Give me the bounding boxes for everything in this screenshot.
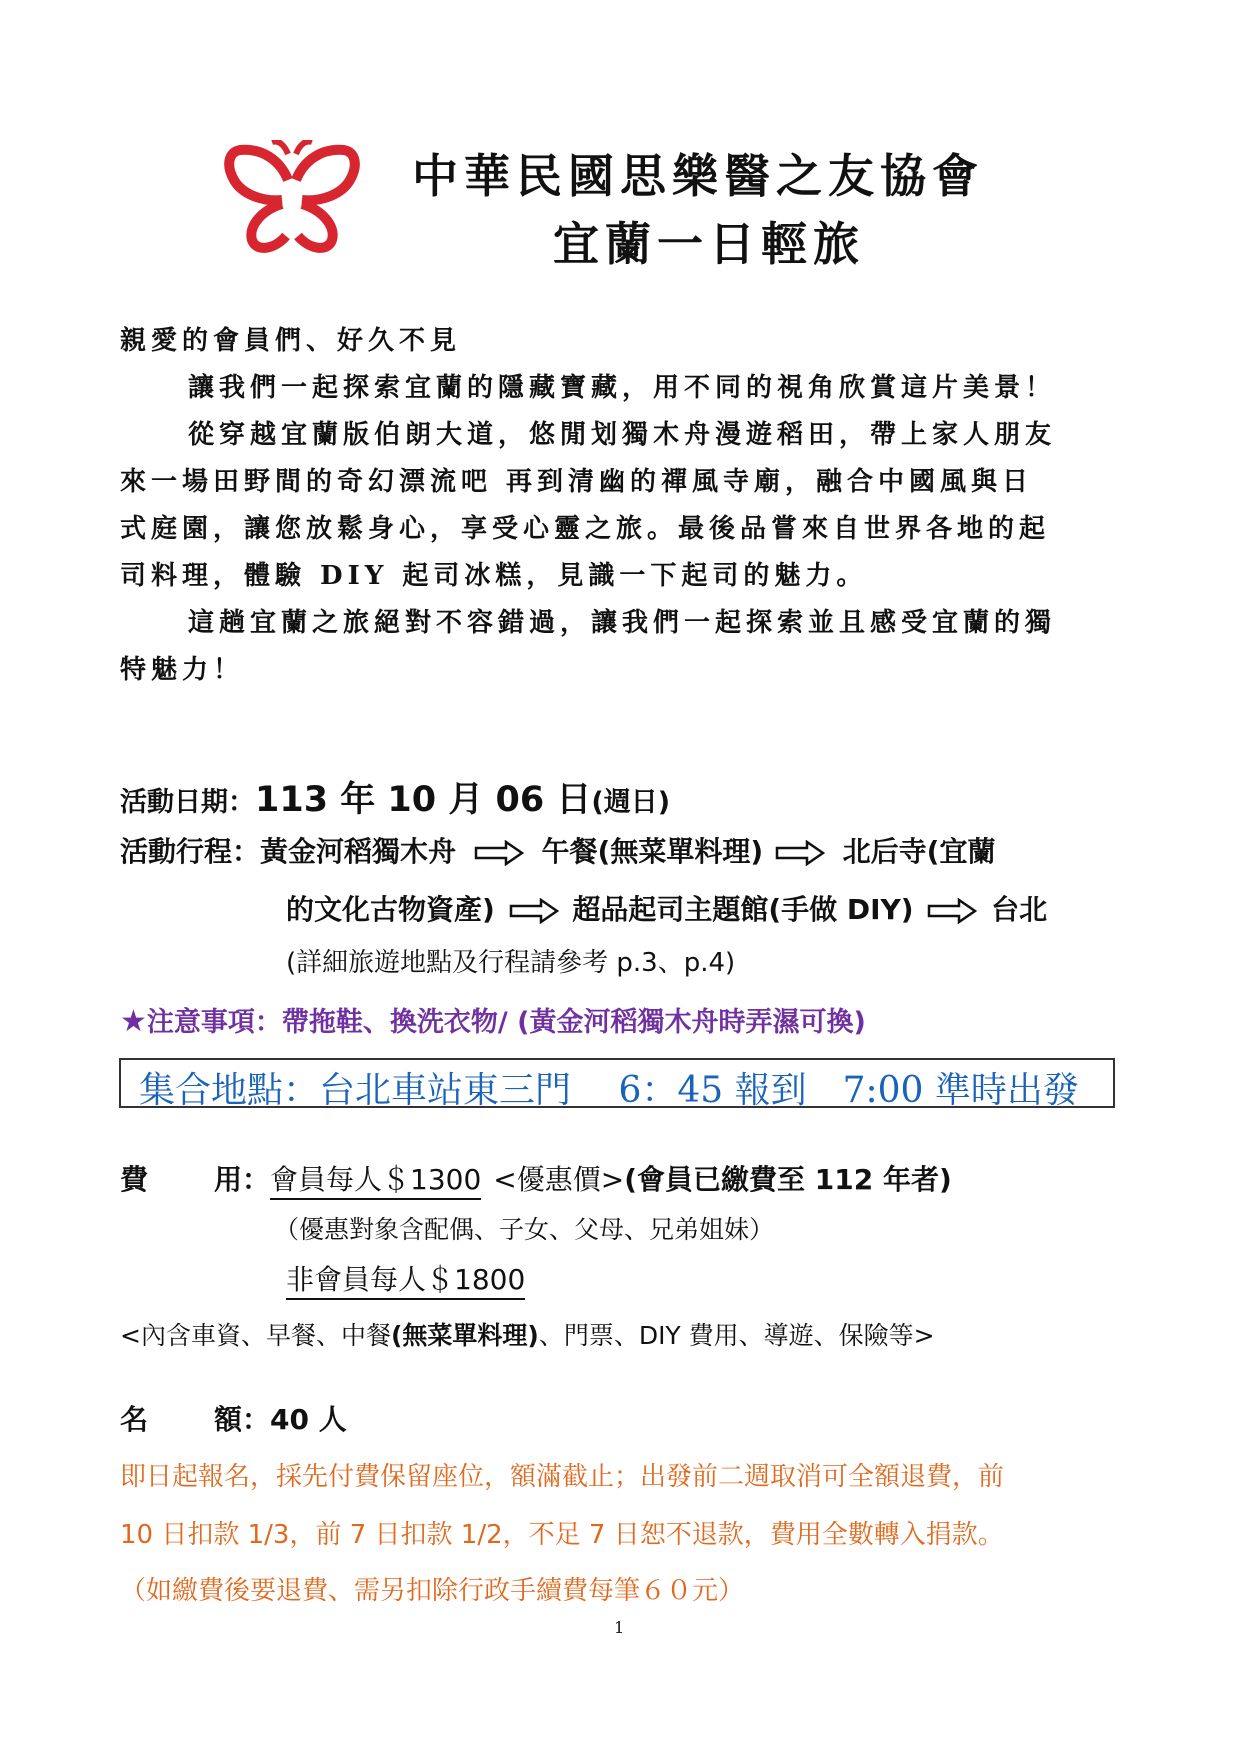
- quota-value: 40 人: [270, 1403, 347, 1436]
- fee-label: 費: [120, 1163, 149, 1196]
- intro-line: 從穿越宜蘭版伯朗大道，悠閒划獨木舟漫遊稻田，帶上家人朋友: [188, 420, 1057, 450]
- date-value: 113 年 10 月 06 日: [255, 780, 592, 820]
- fee-condition: (會員已繳費至 112 年者): [624, 1163, 952, 1196]
- quota-label: 名: [120, 1403, 149, 1436]
- itinerary-row-1: [120, 830, 1120, 870]
- itinerary-stop: 的文化古物資產): [286, 893, 495, 926]
- fee-includes-text: 、門票、DIY 費用、導遊、保險等>: [538, 1321, 935, 1350]
- discount-scope: （優惠對象含配偶、子女、父母、兄弟姐妹）: [274, 1215, 775, 1244]
- itinerary-stop: 台北: [991, 893, 1048, 926]
- nonmember-row: [286, 1258, 1241, 1298]
- butterfly-logo: [222, 140, 362, 256]
- policy-line: （如繳費後要退費、需另扣除行政手續費每筆６０元）: [120, 1576, 745, 1606]
- page-number: 1: [614, 1618, 625, 1637]
- itinerary-row-2: [286, 888, 1241, 928]
- meeting-text: 集合地點：台北車站東三門 6：45 報到 7:00 準時出發: [139, 1070, 1079, 1111]
- intro-line: 式庭園，讓您放鬆身心，享受心靈之旅。最後品嘗來自世界各地的起: [120, 514, 1051, 544]
- nonmember-price: 非會員每人＄1800: [286, 1263, 525, 1300]
- fee-includes-text: <內含車資、早餐、中餐: [120, 1321, 391, 1350]
- fee-label: 用：: [214, 1163, 271, 1196]
- quota-row: [120, 1398, 1120, 1438]
- notice-row: [120, 1000, 1120, 1039]
- date-label: 活動日期：: [120, 787, 255, 818]
- itinerary-stop: 黃金河稻獨木舟: [260, 835, 457, 868]
- fee-includes: [120, 1316, 1120, 1352]
- date-weekday: (週日): [591, 787, 671, 818]
- intro-greeting: 親愛的會員們、好久不見: [120, 326, 462, 356]
- intro-line: 讓我們一起探索宜蘭的隱藏寶藏，用不同的視角欣賞這片美景！: [188, 373, 1057, 403]
- fee-row: [120, 1158, 1120, 1198]
- arrow-right-icon: [927, 898, 977, 924]
- quota-label: 額：: [214, 1403, 271, 1436]
- arrow-right-icon: [509, 898, 559, 924]
- intro-line: 這趟宜蘭之旅絕對不容錯過，讓我們一起探索並且感受宜蘭的獨: [188, 608, 1057, 638]
- fee-includes-text: (無菜單料理): [390, 1321, 539, 1350]
- policy-line: 即日起報名，採先付費保留座位，額滿截止；出發前二週取消可全額退費，前: [120, 1462, 1005, 1492]
- member-price: 會員每人＄1300: [270, 1163, 481, 1200]
- intro-paragraph: [120, 318, 1130, 694]
- intro-line: 特魅力！: [120, 655, 245, 685]
- meeting-box: [119, 1058, 1115, 1111]
- discount-tag: <優惠價>: [493, 1163, 625, 1196]
- intro-line: 司料理，體驗 DIY 起司冰糕，見識一下起司的魅力。: [120, 561, 868, 591]
- itinerary-label: 活動行程：: [120, 835, 261, 868]
- arrow-right-icon: [474, 840, 524, 866]
- itinerary-note: (詳細旅遊地點及行程請參考 p.3、p.4): [286, 948, 736, 978]
- notice-text: 注意事項：帶拖鞋、換洗衣物/ (黃金河稻獨木舟時弄濕可換): [146, 1007, 866, 1038]
- event-date-row: [120, 772, 1120, 822]
- org-name: 中華民國思樂醫之友協會: [412, 149, 984, 203]
- itinerary-stop: 超品起司主題館(手做 DIY): [572, 893, 914, 926]
- intro-line: 來一場田野間的奇幻漂流吧 再到清幽的禪風寺廟，融合中國風與日: [120, 467, 1034, 497]
- event-title: 宜蘭一日輕旅: [553, 217, 865, 271]
- itinerary-stop: 北后寺(宜蘭: [842, 835, 996, 868]
- policy-line: 10 日扣款 1/3，前 7 日扣款 1/2，不足 7 日恕不退款，費用全數轉入捐款。: [120, 1520, 1004, 1550]
- arrow-right-icon: [775, 840, 825, 866]
- itinerary-stop: 午餐(無菜單料理): [541, 835, 764, 868]
- star-icon: ★: [120, 1004, 147, 1039]
